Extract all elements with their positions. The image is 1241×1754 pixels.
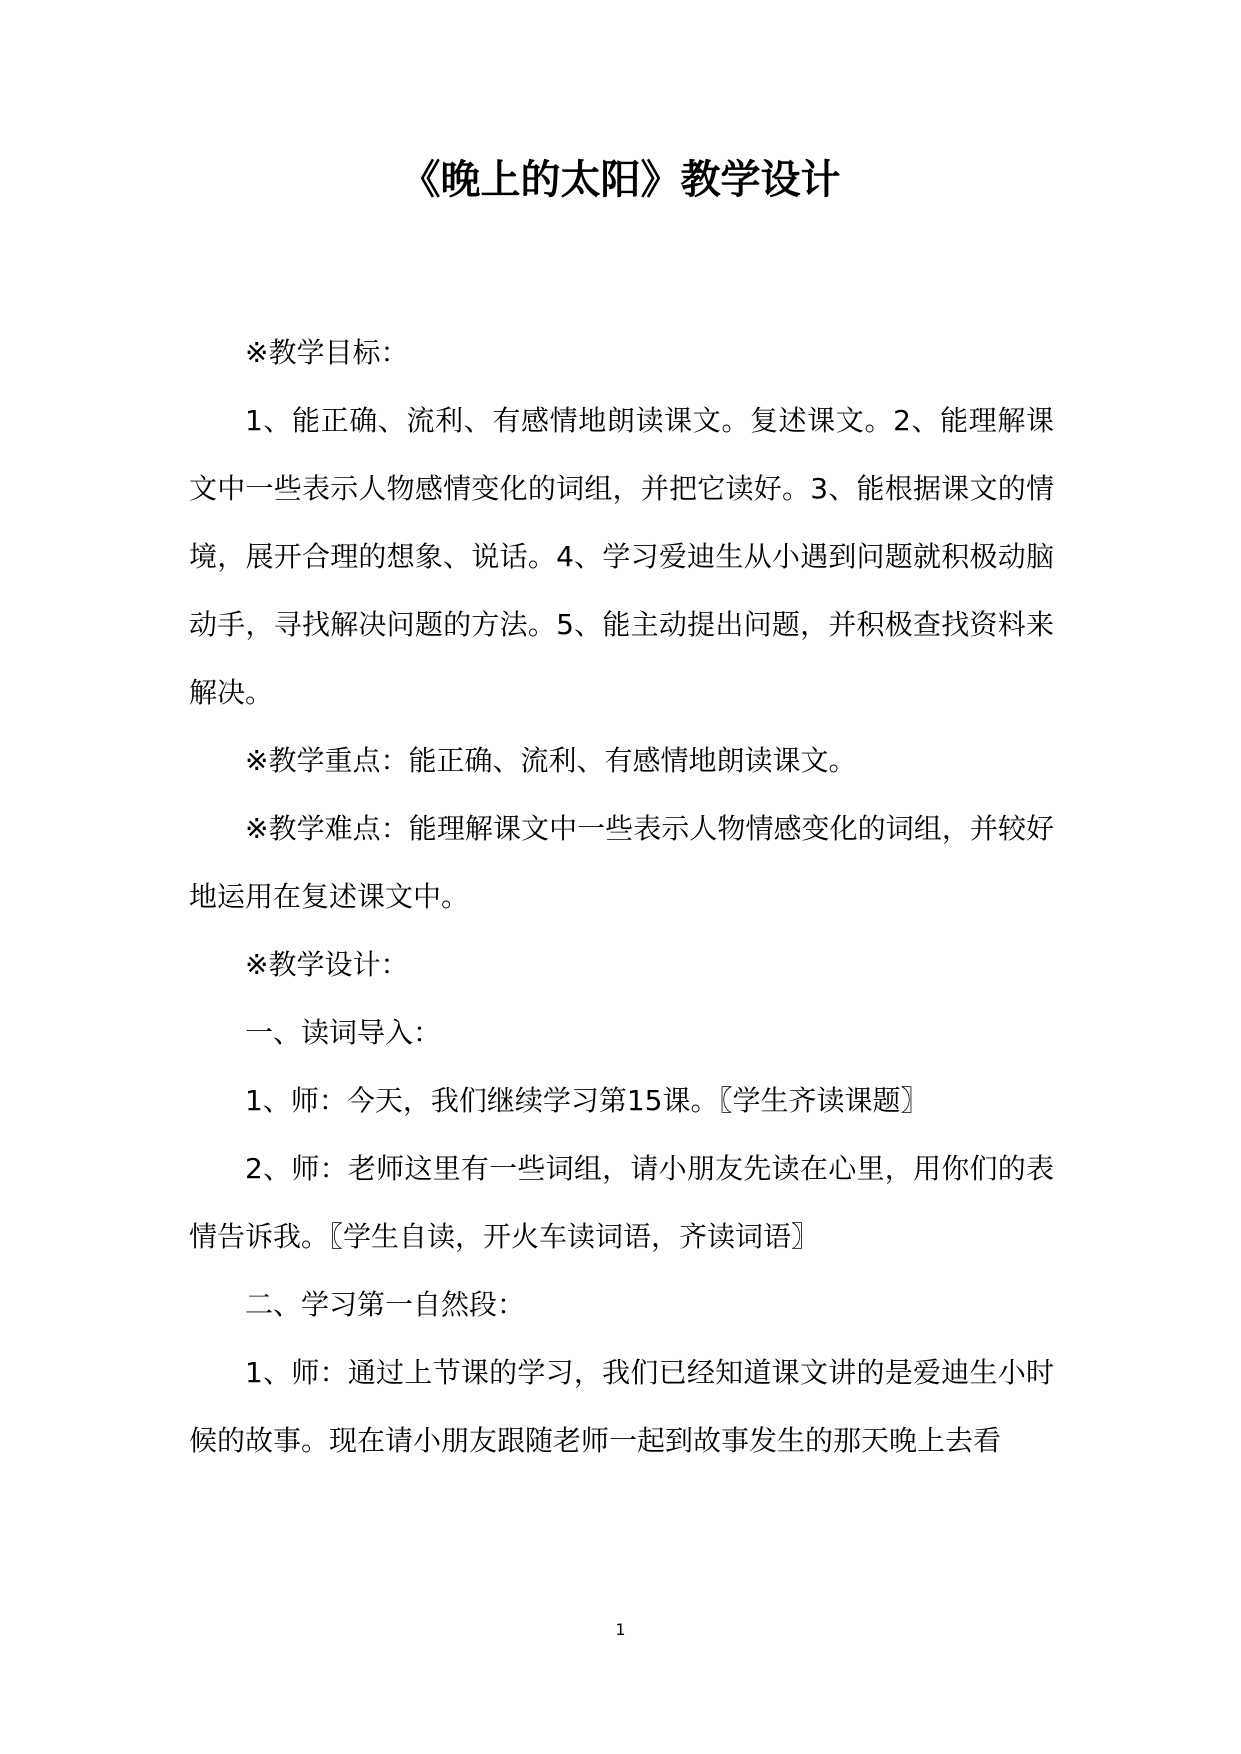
paragraph-key-points: ※教学重点：能正确、流利、有感情地朗读课文。 <box>245 744 857 777</box>
section-heading-part-two: 二、学习第一自然段： <box>245 1288 526 1321</box>
section-heading-objectives: ※教学目标： <box>245 336 409 369</box>
paragraph-part-two-step-1: 1、师：通过上节课的学习，我们已经知道课文讲的是爱迪生小时候的故事。现在请小朋友跟随老师一起到故事发生的那天晚上去看 <box>189 1356 1054 1457</box>
document-title: 《晚上的太阳》教学设计 <box>400 157 841 203</box>
paragraph-difficult-points: ※教学难点：能理解课文中一些表示人物情感变化的词组，并较好地运用在复述课文中。 <box>189 812 1054 913</box>
section-heading-part-one: 一、读词导入： <box>245 1016 442 1049</box>
section-heading-design: ※教学设计： <box>245 948 409 981</box>
page-number: 1 <box>615 1620 626 1639</box>
document-body <box>189 319 1054 1475</box>
paragraph-objectives-list: 1、能正确、流利、有感情地朗读课文。复述课文。2、能理解课文中一些表示人物感情变化的词组，并把它读好。3、能根据课文的情境，展开合理的想象、说话。4、学习爱迪生从小遇到问题就积极动脑动手，寻找解决问题的方法。5、能主动提出问题，并积极查找资料来解决。 <box>189 404 1054 709</box>
paragraph-part-one-step-1: 1、师：今天，我们继续学习第15课。〖学生齐读课题〗 <box>245 1084 929 1117</box>
paragraph-part-one-step-2: 2、师：老师这里有一些词组，请小朋友先读在心里，用你们的表情告诉我。〖学生自读，开火车读词语，齐读词语〗 <box>189 1152 1054 1253</box>
